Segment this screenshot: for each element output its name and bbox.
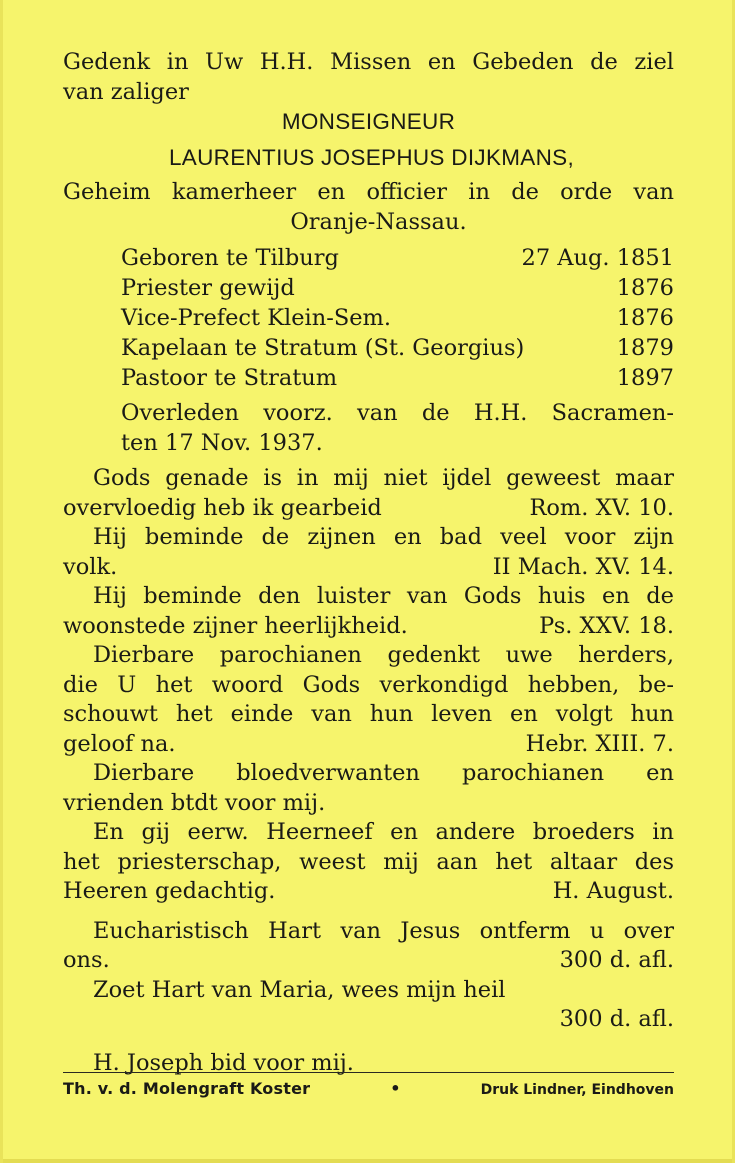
quote-reference: H. August. [552,878,674,904]
bio-label: Vice-Prefect Klein-Sem. [121,305,392,331]
prayer-3: H. Joseph bid voor mij. [93,1049,354,1076]
quote-4-line-4 [63,730,674,760]
biography-list [63,243,674,458]
quote-3-line-2 [63,612,674,642]
bio-date: 1897 [616,365,674,391]
quote-5-line-2: vrienden btdt voor mij. [63,789,326,816]
quote-6-line-1: En gij eerw. Heerneef en andere broeders in [93,819,674,845]
title-monseigneur: MONSEIGNEUR [281,109,456,134]
quote-text: volk. [63,553,118,580]
bio-row [121,243,674,273]
prayer-2-line-1: Zoet Hart van Maria, wees mijn heil [93,976,506,1003]
bio-date: 1876 [616,275,674,301]
quote-6-line-2: het priesterschap, weest mij aan het altaar des [63,848,674,875]
quote-1-line-2 [63,494,674,524]
quote-3-line-1: Hij beminde den luister van Gods huis en de [93,583,674,609]
deceased-name: LAURENTIUS JOSEPHUS DIJKMANS, [168,144,575,170]
bio-row [121,303,674,333]
indulgence-reference: 300 d. afl. [559,947,674,973]
bio-date: 27 Aug. 1851 [521,245,674,271]
prayer-1-line-1: Eucharistisch Hart van Jesus ontferm u over [93,917,674,944]
quote-6-line-3 [63,877,674,907]
footer-imprint [63,1072,674,1098]
quote-text: woonstede zijner heerlijkheid. [63,612,408,639]
bio-date: 1879 [616,335,674,361]
honors-line-2: Oranje-Nassau. [290,208,467,235]
death-line-1: Overleden voorz. van de H.H. Sacramen- [121,400,674,426]
quote-reference: II Mach. XV. 14. [492,553,674,580]
bio-row [121,273,674,303]
quote-1-line-1: Gods genade is in mij niet ijdel geweest maar [93,465,674,491]
prayer-1-line-2 [63,946,674,976]
card-text [63,48,674,1078]
quote-4-line-3: schouwt het einde van hun leven en volgt hun [63,701,674,727]
bio-label: Geboren te Tilburg [121,245,339,271]
quote-text: overvloedig heb ik gearbeid [63,494,382,521]
quote-4-line-2: die U het woord Gods verkondigd hebben, be- [63,671,674,698]
intro-line-2: van zaliger [63,78,189,105]
quote-2-line-2 [63,553,674,583]
quote-2-line-1: Hij beminde de zijnen en bad veel voor zijn [93,524,674,550]
separator-dot: • [390,1079,401,1098]
bio-row [121,363,674,393]
bio-row [121,333,674,363]
quote-text: Heeren gedachtig. [63,878,276,904]
quote-reference: Hebr. XIII. 7. [525,730,674,757]
prayer-2-reference: 300 d. afl. [559,1006,674,1032]
bio-label: Pastoor te Stratum [121,365,338,391]
card-edge [3,1159,732,1163]
quote-5-line-1: Dierbare bloedverwanten parochianen en [93,760,674,786]
quote-reference: Ps. XXV. 18. [539,612,674,639]
publisher-name: Th. v. d. Molengraft Koster [63,1079,311,1098]
honors-line-1: Geheim kamerheer en officier in de orde van [63,179,674,205]
printer-name: Druk Lindner, Eindhoven [480,1082,674,1098]
intro-line-1: Gedenk in Uw H.H. Missen en Gebeden de ziel [63,49,674,75]
quote-text: geloof na. [63,730,176,757]
bio-label: Priester gewijd [121,275,295,301]
death-line-2: ten 17 Nov. 1937. [121,429,323,456]
bio-date: 1876 [616,305,674,331]
quote-4-line-1: Dierbare parochianen gedenkt uwe herders, [93,642,674,668]
prayer-text: ons. [63,947,110,973]
bio-label: Kapelaan te Stratum (St. Georgius) [121,335,525,361]
quote-reference: Rom. XV. 10. [529,494,674,521]
